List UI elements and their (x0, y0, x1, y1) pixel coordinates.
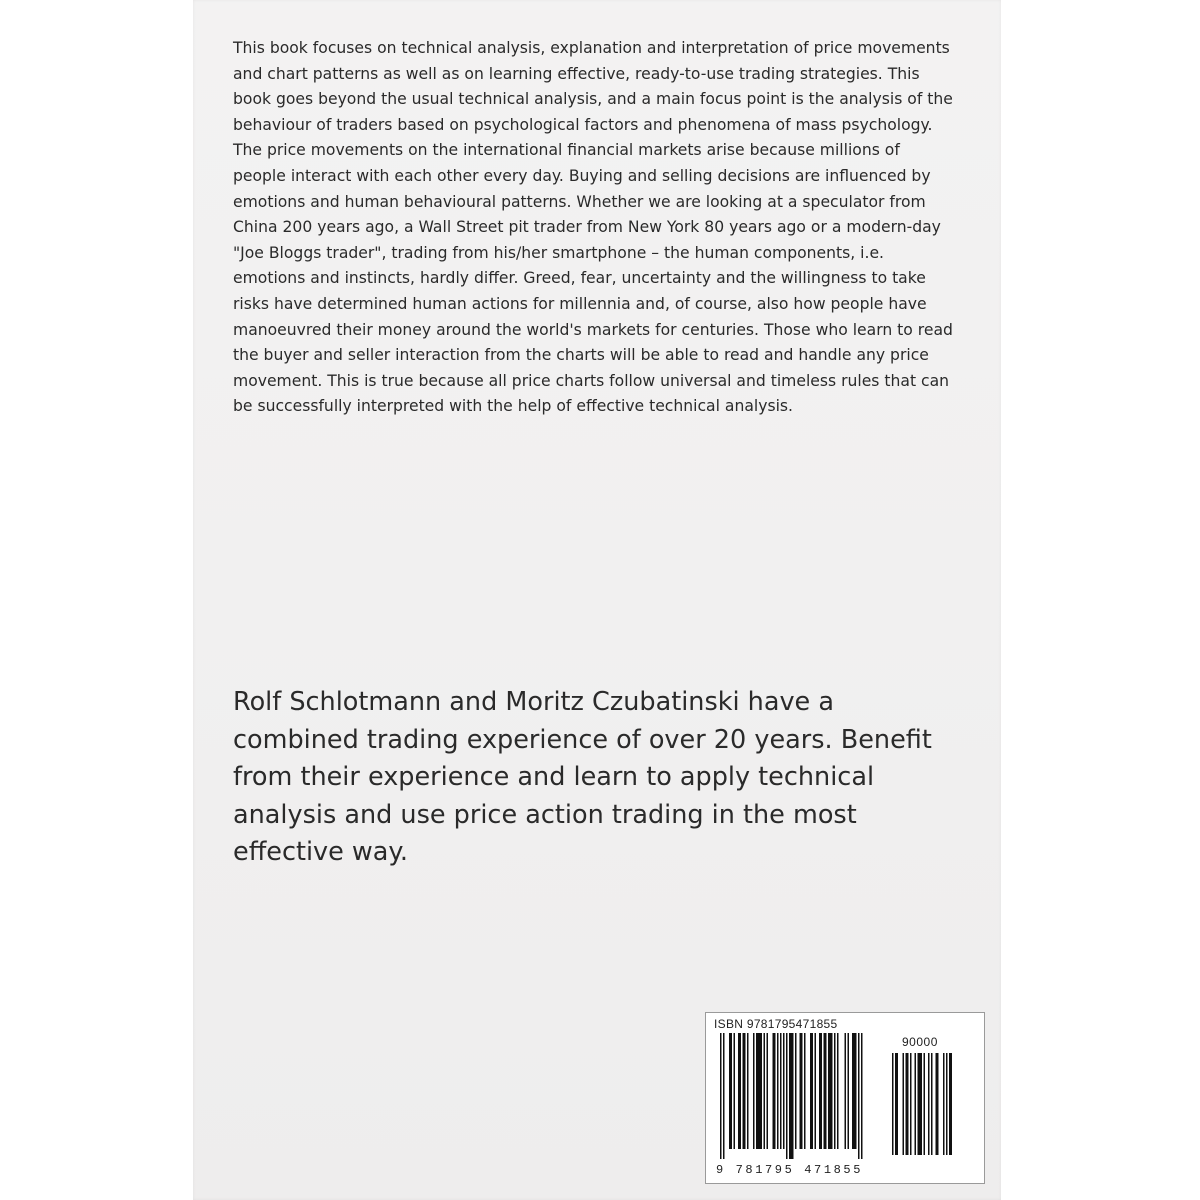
barcode-bar (800, 1033, 803, 1149)
isbn-label: ISBN 9781795471855 (714, 1017, 838, 1031)
barcode-bar (943, 1053, 945, 1155)
barcode-bar (858, 1033, 860, 1159)
barcode-bar (753, 1033, 755, 1149)
barcode-bar (906, 1053, 909, 1155)
blurb-paragraph-2: The price movements on the international financial markets arise because millions of people interact with each other every day. Buying and selling decisions are influenced by emotions and human behavioural patterns. Whether we are looking at a speculator from China 200 years ago, a Wall Street pit trader from New York 80 years ago or a modern-day "Joe Bloggs trader", trading from his/her smartphone – the human components, i.e. emotions and instincts, hardly differ. Greed, fear, uncertainty and the willingness to take risks have determined human actions for millennia and, of course, also how people have manoeuvred their money around the world's markets for centuries. Those who learn to read the buyer and seller interaction from the charts will be able to read and handle any price movement. This is true because all price charts follow universal and timeless rules that can be successfully interpreted with the help of effective technical analysis. (233, 141, 953, 416)
barcode-bar (824, 1033, 827, 1149)
barcode-bar (734, 1033, 736, 1149)
barcode-bar (895, 1053, 898, 1155)
barcode-bar (903, 1053, 905, 1155)
barcode-bar (738, 1033, 741, 1149)
barcode-bar (777, 1033, 779, 1149)
barcode-bar (837, 1033, 839, 1149)
barcode-bar (910, 1053, 912, 1155)
barcode-bar (795, 1033, 797, 1149)
barcode-bar (928, 1053, 930, 1155)
barcode-bar (804, 1033, 806, 1149)
blurb-text (233, 36, 955, 420)
barcode-bar (780, 1033, 782, 1149)
barcode-bar (892, 1053, 894, 1155)
barcode-bar (773, 1033, 776, 1149)
barcode-bar (747, 1033, 749, 1149)
barcode-bar (936, 1053, 939, 1155)
barcode-bar (810, 1033, 813, 1149)
barcode-bar (915, 1053, 917, 1155)
barcode-bar (845, 1033, 847, 1149)
barcode-bar (861, 1033, 863, 1159)
barcode-bar (949, 1053, 952, 1155)
barcode-bar (815, 1033, 817, 1149)
barcode-bar (729, 1033, 732, 1149)
barcode-bar (918, 1053, 923, 1155)
price-addon-number: 90000 (902, 1035, 938, 1049)
barcode-bar (723, 1033, 725, 1159)
barcode-bars-graphic (706, 1013, 984, 1183)
barcode-bar (756, 1033, 762, 1149)
barcode-bar (720, 1033, 722, 1159)
ean13-bars (720, 1033, 863, 1159)
barcode-bar (924, 1053, 926, 1155)
barcode-bar (786, 1033, 788, 1159)
authors-statement: Rolf Schlotmann and Moritz Czubatinski have a combined trading experience of over 20 years. Benefit from their experience and learn to apply technical analysis and use price action trading in the most effective way. (233, 687, 932, 867)
book-back-cover (193, 0, 1001, 1200)
barcode-bar (828, 1033, 833, 1149)
ean-digits: 9 781795 471855 (716, 1163, 864, 1177)
price-addon-bars (892, 1053, 952, 1155)
barcode-bar (767, 1033, 769, 1149)
isbn-barcode (705, 1012, 985, 1184)
barcode-bar (783, 1033, 785, 1149)
barcode-bar (931, 1053, 933, 1155)
barcode-bar (789, 1033, 794, 1159)
barcode-bar (946, 1053, 948, 1155)
barcode-bar (743, 1033, 746, 1149)
barcode-bar (852, 1033, 857, 1149)
barcode-bar (848, 1033, 850, 1149)
barcode-bar (834, 1033, 836, 1149)
barcode-bar (764, 1033, 766, 1149)
blurb-paragraph-1: This book focuses on technical analysis, explanation and interpretation of price movements and chart patterns as well as on learning effective, ready-to-use trading strategies. This book goes beyond the usual technical analysis, and a main focus point is the analysis of the behaviour of traders based on psychological factors and phenomena of mass psychology. (233, 39, 953, 134)
barcode-bar (819, 1033, 822, 1149)
